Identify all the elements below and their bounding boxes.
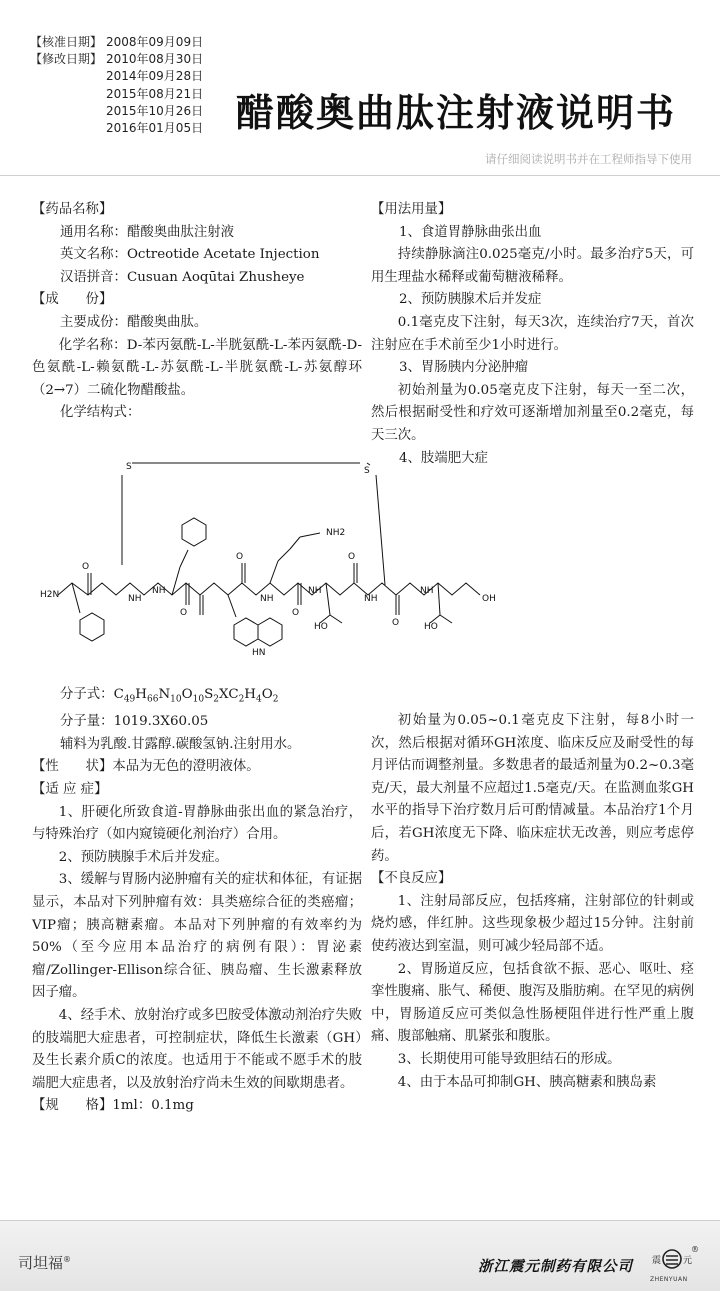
left-column-bottom <box>32 684 362 1118</box>
main-ingredient: 主要成份：醋酸奥曲肽。 <box>60 314 208 330</box>
document-title: 醋酸奥曲肽注射液说明书 <box>236 91 677 135</box>
sulfur-atom-label: S <box>364 466 370 476</box>
nh-label: NH <box>308 586 322 596</box>
acromegaly-dosing: 初始量为0.05~0.1毫克皮下注射，每8小时一次，然后根据对循环GH浓度、临床反应及耐受性的每月评估而调整剂量。多数患者的最适剂量为0.2~0.3毫克/天，最大剂量不应超过1.5毫克/天。在监测血浆GH水平的指导下治疗数月后可酌情减量。本品治疗1个月后，若GH浓度无下降、临床症状无改善，则应考虑停药。 <box>371 713 694 864</box>
oxygen-label: O <box>292 608 300 618</box>
chemical-structure-diagram <box>30 455 510 680</box>
approve-date-label: 【核准日期】 <box>30 35 103 49</box>
chemical-name: 化学名称：D-苯丙氨酰-L-半胱氨酰-L-苯丙氨酰-D-色氨酰-L-赖氨酰-L-苏氨酰-L-半胱氨酰-L-苏氨醇环（2→7）二硫化物醋酸盐。 <box>32 337 362 398</box>
revise-date: 2015年08月21日 <box>106 86 204 101</box>
adverse-item: 1、注射局部反应，包括疼痛，注射部位的针刺或烧灼感，伴红肿。这些现象极少超过15分钟。注射前使药液达到室温，则可减少轻局部不适。 <box>371 893 694 954</box>
hydroxyl-label: HO <box>424 622 438 632</box>
brand-name <box>18 1252 71 1273</box>
approve-date: 2008年09月09日 <box>106 35 204 49</box>
oxygen-label: O <box>82 562 90 572</box>
logo-glyph: 元 <box>683 1256 693 1266</box>
nh-label: NH <box>364 594 378 604</box>
adverse-heading: 【不良反应】 <box>371 871 452 887</box>
oxygen-label: O <box>392 618 400 628</box>
oxygen-label: O <box>236 552 244 562</box>
usage-item-title: 4、肢端肥大症 <box>399 450 488 466</box>
revise-date: 2015年10月26日 <box>106 103 204 118</box>
oxygen-label: O <box>348 552 356 562</box>
property-row <box>32 756 362 779</box>
amine-label: H2N <box>40 590 60 600</box>
drug-name-heading: 【药品名称】 <box>32 202 113 217</box>
adverse-item: 2、胃肠道反应，包括食欲不振、恶心、呕吐、痉挛性腹痛、胀气、稀便、腹泻及脂肪痢。在罕见的病例中，胃肠道反应可类似急性肠梗阻伴进行性严重上腹痛、腹部触痛、肌紧张和腹胀。 <box>371 961 694 1045</box>
molecular-formula <box>32 684 362 711</box>
spec-heading: 【规 格】 <box>32 1098 113 1114</box>
divider <box>0 175 720 176</box>
registered-mark: ® <box>691 1245 699 1254</box>
nh-label: NH <box>128 594 142 604</box>
sulfur-atom-label: S <box>126 462 132 472</box>
revise-date-label: 【修改日期】 <box>30 52 103 67</box>
indication-item: 1、肝硬化所致食道-胃静脉曲张出血的紧急治疗，与特殊治疗（如内窥镜硬化剂治疗）合用。 <box>32 804 362 843</box>
structure-label: 化学结构式： <box>60 405 141 421</box>
hydroxyl-label: OH <box>482 594 496 604</box>
disulfide-bridge <box>122 463 385 585</box>
usage-notice: 请仔细阅读说明书并在工程师指导下使用 <box>485 152 692 166</box>
usage-item-title: 1、食道胃静脉曲张出血 <box>399 224 542 240</box>
revise-date: 2016年01月05日 <box>106 121 204 136</box>
nh-label: NH <box>152 586 166 596</box>
revise-date: 2010年08月30日 <box>106 52 204 67</box>
composition-heading: 【成 份】 <box>32 292 113 308</box>
indication-heading: 【适 应 症】 <box>32 782 108 798</box>
mw-value: 1019.3X60.05 <box>113 714 209 730</box>
amine-label: NH2 <box>326 528 346 538</box>
pinyin-name: 汉语拼音：Cusuan Aoqūtai Zhusheye <box>60 269 305 285</box>
nh-label: NH <box>260 594 274 604</box>
spec-text: 1ml：0.1mg <box>112 1098 194 1114</box>
logo-caption: ZHENYUAN <box>650 1276 688 1283</box>
hydroxyl-label: HO <box>314 622 328 632</box>
excipients: 辅料为乳酸.甘露醇.碳酸氢钠.注射用水。 <box>60 736 301 752</box>
indication-item: 4、经手术、放射治疗或多巴胺受体激动剂治疗失败的肢端肥大症患者，可控制症状，降低生长激素（GH）及生长素介质C的浓度。也适用于不能或不愿手术的肢端肥大症患者，以及放射治疗尚未生效的间歇期患者。 <box>32 1007 362 1091</box>
usage-item-title: 3、胃肠胰内分泌肿瘤 <box>399 360 529 376</box>
indication-item: 3、缓解与胃肠内泌肿瘤有关的症状和体征，有证据显示，本品对下列肿瘤有效：具类癌综合征的类癌瘤；VIP瘤；胰高糖素瘤。本品对下列肿瘤的有效率约为50%（至今应用本品治疗的病例有限）：胃泌素瘤/Zollinger-Ellison综合征、胰岛瘤、生长激素释放因子瘤。 <box>32 872 362 1001</box>
english-name: 英文名称：Octreotide Acetate Injection <box>60 247 320 263</box>
revise-date: 2014年09月28日 <box>106 69 204 84</box>
usage-item-text: 持续静脉滴注0.025毫克/小时。最多治疗5天，可用生理盐水稀释或葡萄糖液稀释。 <box>371 247 694 285</box>
company-name: 浙江震元制药有限公司 <box>478 1258 633 1275</box>
spec-row <box>32 1095 362 1118</box>
adverse-item: 4、由于本品可抑制GH、胰高糖素和胰岛素 <box>397 1074 657 1090</box>
usage-heading: 【用法用量】 <box>371 202 452 217</box>
usage-item-text: 0.1毫克皮下注射，每天3次，连续治疗7天，首次注射应在手术前至少1小时进行。 <box>371 314 694 353</box>
right-column-bottom <box>371 710 694 1094</box>
adverse-item: 3、长期使用可能导致胆结石的形成。 <box>397 1051 621 1067</box>
generic-name: 通用名称：醋酸奥曲肽注射液 <box>60 224 235 240</box>
nh-label: NH <box>420 586 434 596</box>
property-heading: 【性 状】 <box>32 759 113 775</box>
left-column-top <box>32 199 362 425</box>
mw-label: 分子量： <box>60 714 114 730</box>
molecular-weight <box>32 711 362 734</box>
right-column-top <box>371 199 694 470</box>
formula-value: $C_{49}H_{66}N_{10}O_{10}S_2XC_2H_4O_2$ <box>113 687 279 705</box>
carbonyl-bonds <box>88 563 399 615</box>
oxygen-label: O <box>180 608 188 618</box>
formula-label: 分子式： <box>60 687 114 702</box>
indole-nh-label: HN <box>252 648 266 658</box>
usage-item-text: 初始剂量为0.05毫克皮下注射，每天一至二次，然后根据耐受性和疗效可逐渐增加剂量至0.2毫克，每天三次。 <box>371 382 694 443</box>
indication-item: 2、预防胰腺手术后并发症。 <box>58 849 229 865</box>
usage-item-title: 2、预防胰腺术后并发症 <box>399 292 542 308</box>
logo-glyph: 震 <box>652 1256 662 1266</box>
property-text: 本品为无色的澄明液体。 <box>112 759 260 775</box>
registered-mark: ® <box>63 1255 72 1264</box>
date-block <box>30 34 203 137</box>
brand-text: 司坦福 <box>18 1254 64 1272</box>
